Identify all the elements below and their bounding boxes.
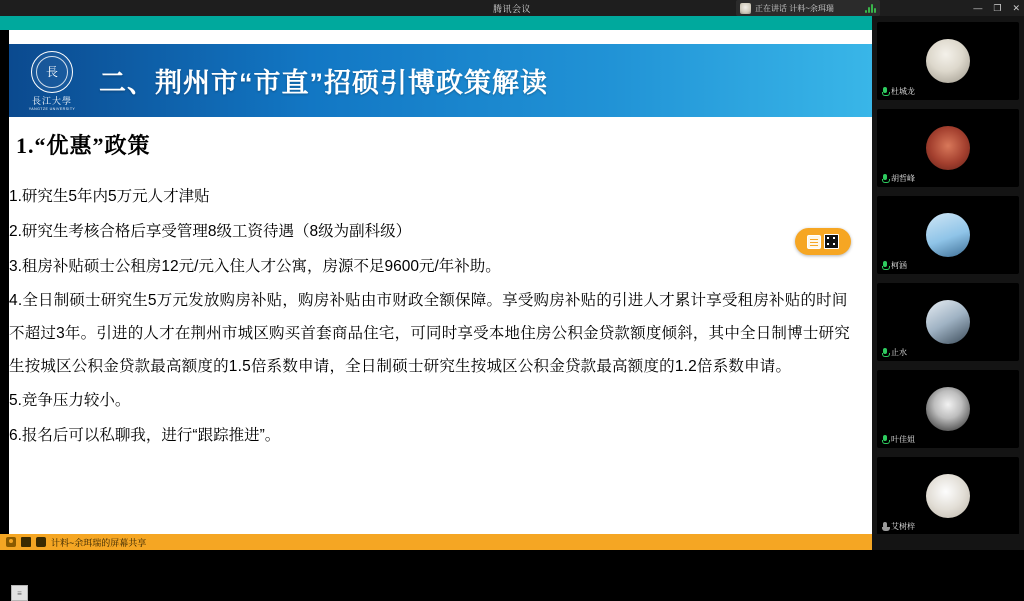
participant-tile[interactable] — [877, 457, 1019, 535]
microphone-icon — [881, 348, 888, 357]
slide-line: 1.研究生5年内5万元人才津贴 — [9, 188, 210, 205]
participant-tile[interactable] — [877, 22, 1019, 100]
microphone-icon — [881, 87, 888, 96]
microphone-icon — [881, 174, 888, 183]
slide-heading: 1.“优惠”政策 — [16, 133, 151, 158]
avatar — [926, 126, 970, 170]
slide-line: 3.租房补贴硕士公租房12元/元入住人才公寓，房源不足9600元/年补助。 — [9, 258, 501, 275]
slide-line: 5.竞争压力较小。 — [9, 392, 131, 409]
slide-side-tab[interactable]: ≡ — [11, 585, 28, 601]
participant-name-row — [881, 86, 915, 97]
speaker-avatar-icon — [740, 3, 751, 14]
screen-share-status-text: 计料~余珥瑞的屏幕共享 — [51, 537, 147, 548]
avatar — [926, 387, 970, 431]
slide-text-block — [9, 179, 869, 453]
qr-code-icon — [824, 234, 839, 249]
participant-name: 止水 — [891, 348, 907, 357]
app-title: 腾讯会议 — [492, 3, 531, 14]
slide-banner — [9, 44, 872, 117]
slide-line: 6.报名后可以私聊我，进行“跟踪推进”。 — [9, 427, 281, 444]
window-title-bar — [0, 0, 1024, 16]
participant-name: 杜城龙 — [891, 87, 915, 96]
participant-tile[interactable] — [877, 370, 1019, 448]
participant-name: 艾树梓 — [891, 522, 915, 531]
close-icon[interactable]: ✕ — [1012, 2, 1020, 13]
person-icon — [6, 537, 16, 547]
audio-level-icon — [865, 4, 876, 13]
avatar — [926, 213, 970, 257]
slide-line: 2.研究生考核合格后享受管理8级工资待遇（8级为副科级） — [9, 223, 412, 240]
avatar — [926, 39, 970, 83]
participant-name: 叶佳姐 — [891, 435, 915, 444]
participant-name-row — [881, 347, 907, 358]
university-name-cn: 長江大學 — [31, 95, 72, 106]
microphone-icon — [881, 435, 888, 444]
university-logo — [9, 44, 95, 117]
screen-share-status-bar[interactable] — [0, 534, 872, 550]
slide-line: 4.全日制硕士研究生5万元发放购房补贴，购房补贴由市财政全额保障。享受购房补贴的引进人才累计享受租房补贴的时间不超过3年。引进的人才在荆州市城区购买首套商品住宅，可同时享受本地住房公积金贷款额度倾斜，其中全日制博士研究生按城区公积金贷款最高额度的1.5倍系数申请，全日制硕士研究生按城区公积金贷款最高额度的1.2倍系数申请。 — [9, 292, 850, 375]
maximize-icon[interactable]: ❐ — [993, 2, 1002, 13]
participant-name-row — [881, 434, 915, 445]
participant-name-row — [881, 173, 915, 184]
participant-name: 柯涵 — [891, 261, 907, 270]
university-seal-icon — [31, 51, 73, 93]
status-bar-right-filler — [872, 534, 1024, 550]
document-icon — [807, 235, 821, 249]
chat-icon — [36, 537, 46, 547]
shared-screen-left-border — [0, 30, 9, 534]
microphone-icon — [881, 261, 888, 270]
participant-tile[interactable] — [877, 196, 1019, 274]
microphone-muted-icon — [881, 522, 888, 531]
seal-glyph: 長 — [36, 56, 68, 88]
shared-screen-top-strip — [0, 16, 872, 30]
participant-rail[interactable] — [872, 16, 1024, 550]
monitor-icon — [21, 537, 31, 547]
avatar — [926, 300, 970, 344]
participant-name-row — [881, 260, 907, 271]
qr-code-widget[interactable] — [795, 228, 851, 255]
avatar — [926, 474, 970, 518]
participant-name-row — [881, 521, 915, 532]
active-speaker-label: 正在讲话 计料~余珥瑞 — [755, 3, 834, 13]
window-controls[interactable] — [973, 0, 1020, 16]
slide-banner-title: 二、荆州市“市直”招硕引博政策解读 — [99, 68, 548, 98]
participant-tile[interactable] — [877, 283, 1019, 361]
university-name-en: YANGTZE UNIVERSITY — [28, 106, 76, 111]
participant-name: 胡哲峰 — [891, 174, 915, 183]
minimize-icon[interactable]: — — [973, 2, 983, 13]
active-speaker-indicator[interactable] — [736, 0, 880, 16]
participant-tile[interactable] — [877, 109, 1019, 187]
